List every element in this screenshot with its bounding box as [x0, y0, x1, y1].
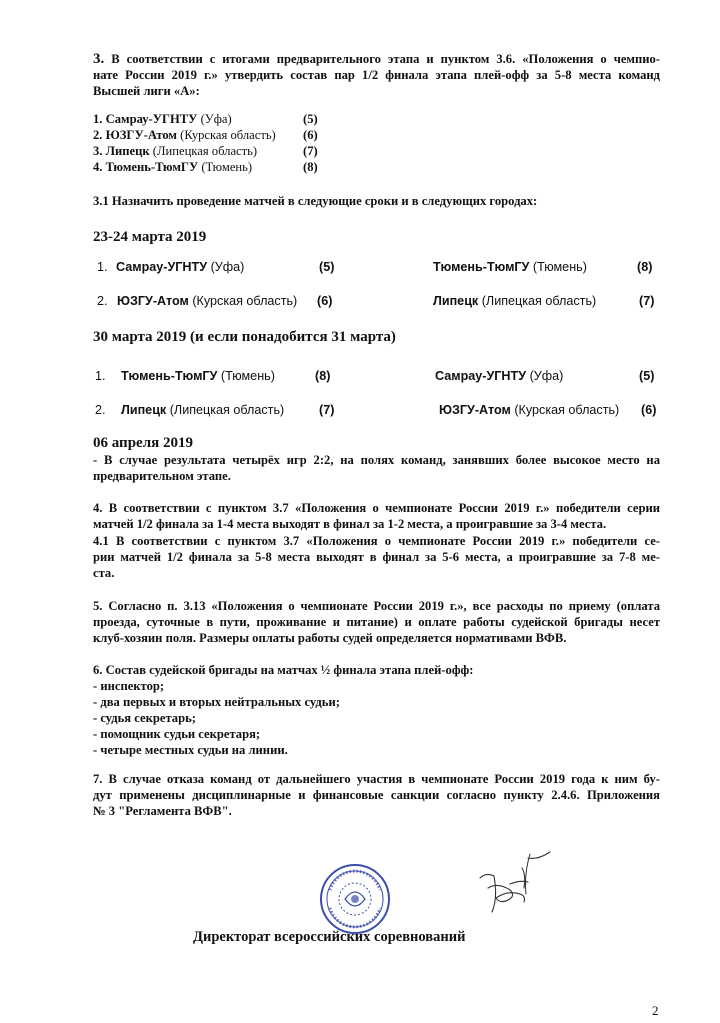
section-4 [93, 500, 660, 532]
section-5 [93, 598, 660, 646]
schedule-date: 30 марта 2019 (и если понадобится 31 марта) [93, 329, 396, 345]
schedule-date: 06 апреля 2019 [93, 435, 193, 451]
team-name: Липецк [105, 144, 150, 158]
team-row [93, 127, 393, 143]
team-row [93, 159, 393, 175]
team-number: 2. [93, 128, 103, 142]
team-seed: (7) [303, 144, 318, 158]
home-team-seed: (5) [319, 260, 335, 274]
stamp-icon [318, 862, 392, 936]
schedule-note [93, 452, 660, 484]
section-5-line: 5. Согласно п. 3.13 «Положения о чемпионате России 2019 г.», все расходы по приему (оплата [93, 599, 660, 613]
away-team-seed: (6) [641, 403, 657, 417]
away-team-name: ЮЗГУ-Атом [439, 403, 511, 417]
list-item: - судья секретарь; [93, 711, 196, 725]
team-row [93, 111, 393, 127]
match-row [93, 293, 660, 309]
home-team-city: (Тюмень) [220, 369, 275, 383]
home-team-name: Липецк [121, 403, 167, 417]
section-3-line [93, 51, 660, 67]
section-5-line: проезда, суточные в пути, проживание и питание) и оплате работы судейской бригады несет [93, 615, 660, 629]
home-team-seed: (7) [319, 403, 335, 417]
match-number: 1. [97, 260, 108, 274]
away-team-seed: (8) [637, 260, 653, 274]
home-team-city: (Уфа) [210, 260, 245, 274]
list-item: - помощник судьи секретаря; [93, 727, 261, 741]
away-team-seed: (5) [639, 369, 655, 383]
home-team-name: ЮЗГУ-Атом [117, 294, 189, 308]
section-3 [93, 51, 660, 99]
team-name: Самрау-УГНТУ [105, 112, 198, 126]
team-city: (Липецкая область) [152, 144, 258, 158]
home-team-city: (Липецкая область) [169, 403, 285, 417]
away-team-name: Самрау-УГНТУ [435, 369, 527, 383]
section-3-1: 3.1 Назначить проведение матчей в следующие сроки и в следующих городах: [93, 194, 538, 208]
team-seed: (5) [303, 112, 318, 126]
section-6-list [93, 678, 660, 758]
section-4-line: 4. В соответствии с пунктом 3.7 «Положения о чемпионате России 2019 г.» победители серии [93, 501, 660, 515]
team-name: Тюмень-ТюмГУ [105, 160, 199, 174]
team-number: 3. [93, 144, 103, 158]
section-4-1 [93, 533, 660, 581]
team-row [93, 143, 393, 159]
away-team-name: Тюмень-ТюмГУ [433, 260, 530, 274]
section-4-line: матчей 1/2 финала за 1-4 места выходят в финал за 1-2 места, а проигравшие за 3-4 места. [93, 517, 607, 531]
section-3-line: нате России 2019 г.» утвердить состав пар 1/2 финала этапа плей-офф за 5-8 места команд [93, 68, 660, 82]
section-5-line: клуб-хозяин поля. Размеры оплаты работы судей определяется нормативами ВФВ. [93, 631, 567, 645]
match-row [93, 368, 660, 384]
note-line: предварительном этапе. [93, 469, 231, 483]
section-3-line: Высшей лиги «А»: [93, 84, 200, 98]
away-team-name: Липецк [433, 294, 479, 308]
team-city: (Курская область) [180, 128, 276, 142]
match-number: 2. [95, 403, 106, 417]
official-stamp [318, 862, 392, 936]
section-7-line: 7. В случае отказа команд от дальнейшего участия в чемпионате России 2019 года к ним бу- [93, 772, 660, 786]
list-item: - два первых и вторых нейтральных судьи; [93, 695, 340, 709]
match-row [93, 259, 660, 275]
section-7-line: № 3 "Регламента ВФВ". [93, 804, 232, 818]
home-team-name: Тюмень-ТюмГУ [121, 369, 218, 383]
note-line: - В случае результата четырёх игр 2:2, на полях команд, занявших более высокое место на [93, 453, 660, 467]
section-number: 3. [93, 51, 105, 67]
team-city: (Тюмень) [201, 160, 253, 174]
list-item: - инспектор; [93, 679, 165, 693]
home-team-name: Самрау-УГНТУ [116, 260, 208, 274]
away-team-city: (Тюмень) [532, 260, 587, 274]
section-6-title: 6. Состав судейской бригады на матчах ½ финала этапа плей-офф: [93, 663, 474, 677]
list-item: - четыре местных судьи на линии. [93, 743, 288, 757]
match-number: 1. [95, 369, 106, 383]
team-number: 4. [93, 160, 103, 174]
section-4-1-line: ста. [93, 566, 115, 580]
section-4-1-line: рии матчей 1/2 финала за 5-8 места выходят в финал за 5-6 места, а проигравшие за 7-8 ме- [93, 550, 660, 564]
section-4-1-line: 4.1 В соответствии с пунктом 3.7 «Положения о чемпионате России 2019 г.» победители се- [93, 534, 660, 548]
away-team-city: (Уфа) [529, 369, 564, 383]
section-7-line: дут применены дисциплинарные и финансовые санкции согласно пункту 2.4.6. Приложения [93, 788, 660, 802]
team-city: (Уфа) [200, 112, 232, 126]
team-seed: (8) [303, 160, 318, 174]
schedule-date: 23-24 марта 2019 [93, 229, 207, 245]
page-number: 2 [652, 1003, 659, 1018]
away-team-city: (Курская область) [514, 403, 620, 417]
signatory-org: Директорат всероссийских соревнований [193, 929, 466, 945]
team-list [93, 111, 393, 175]
section-3-text: В соответствии с итогами предварительного этапа и пунктом 3.6. «Положения о чемпио- [111, 52, 660, 66]
match-row [93, 402, 660, 418]
home-team-seed: (8) [315, 369, 331, 383]
signature-icon [470, 848, 560, 928]
team-name: ЮЗГУ-Атом [105, 128, 178, 142]
team-number: 1. [93, 112, 103, 126]
match-number: 2. [97, 294, 108, 308]
away-team-seed: (7) [639, 294, 655, 308]
section-7 [93, 771, 660, 819]
away-team-city: (Липецкая область) [481, 294, 597, 308]
team-seed: (6) [303, 128, 318, 142]
signature [470, 848, 560, 928]
home-team-seed: (6) [317, 294, 333, 308]
home-team-city: (Курская область) [192, 294, 298, 308]
